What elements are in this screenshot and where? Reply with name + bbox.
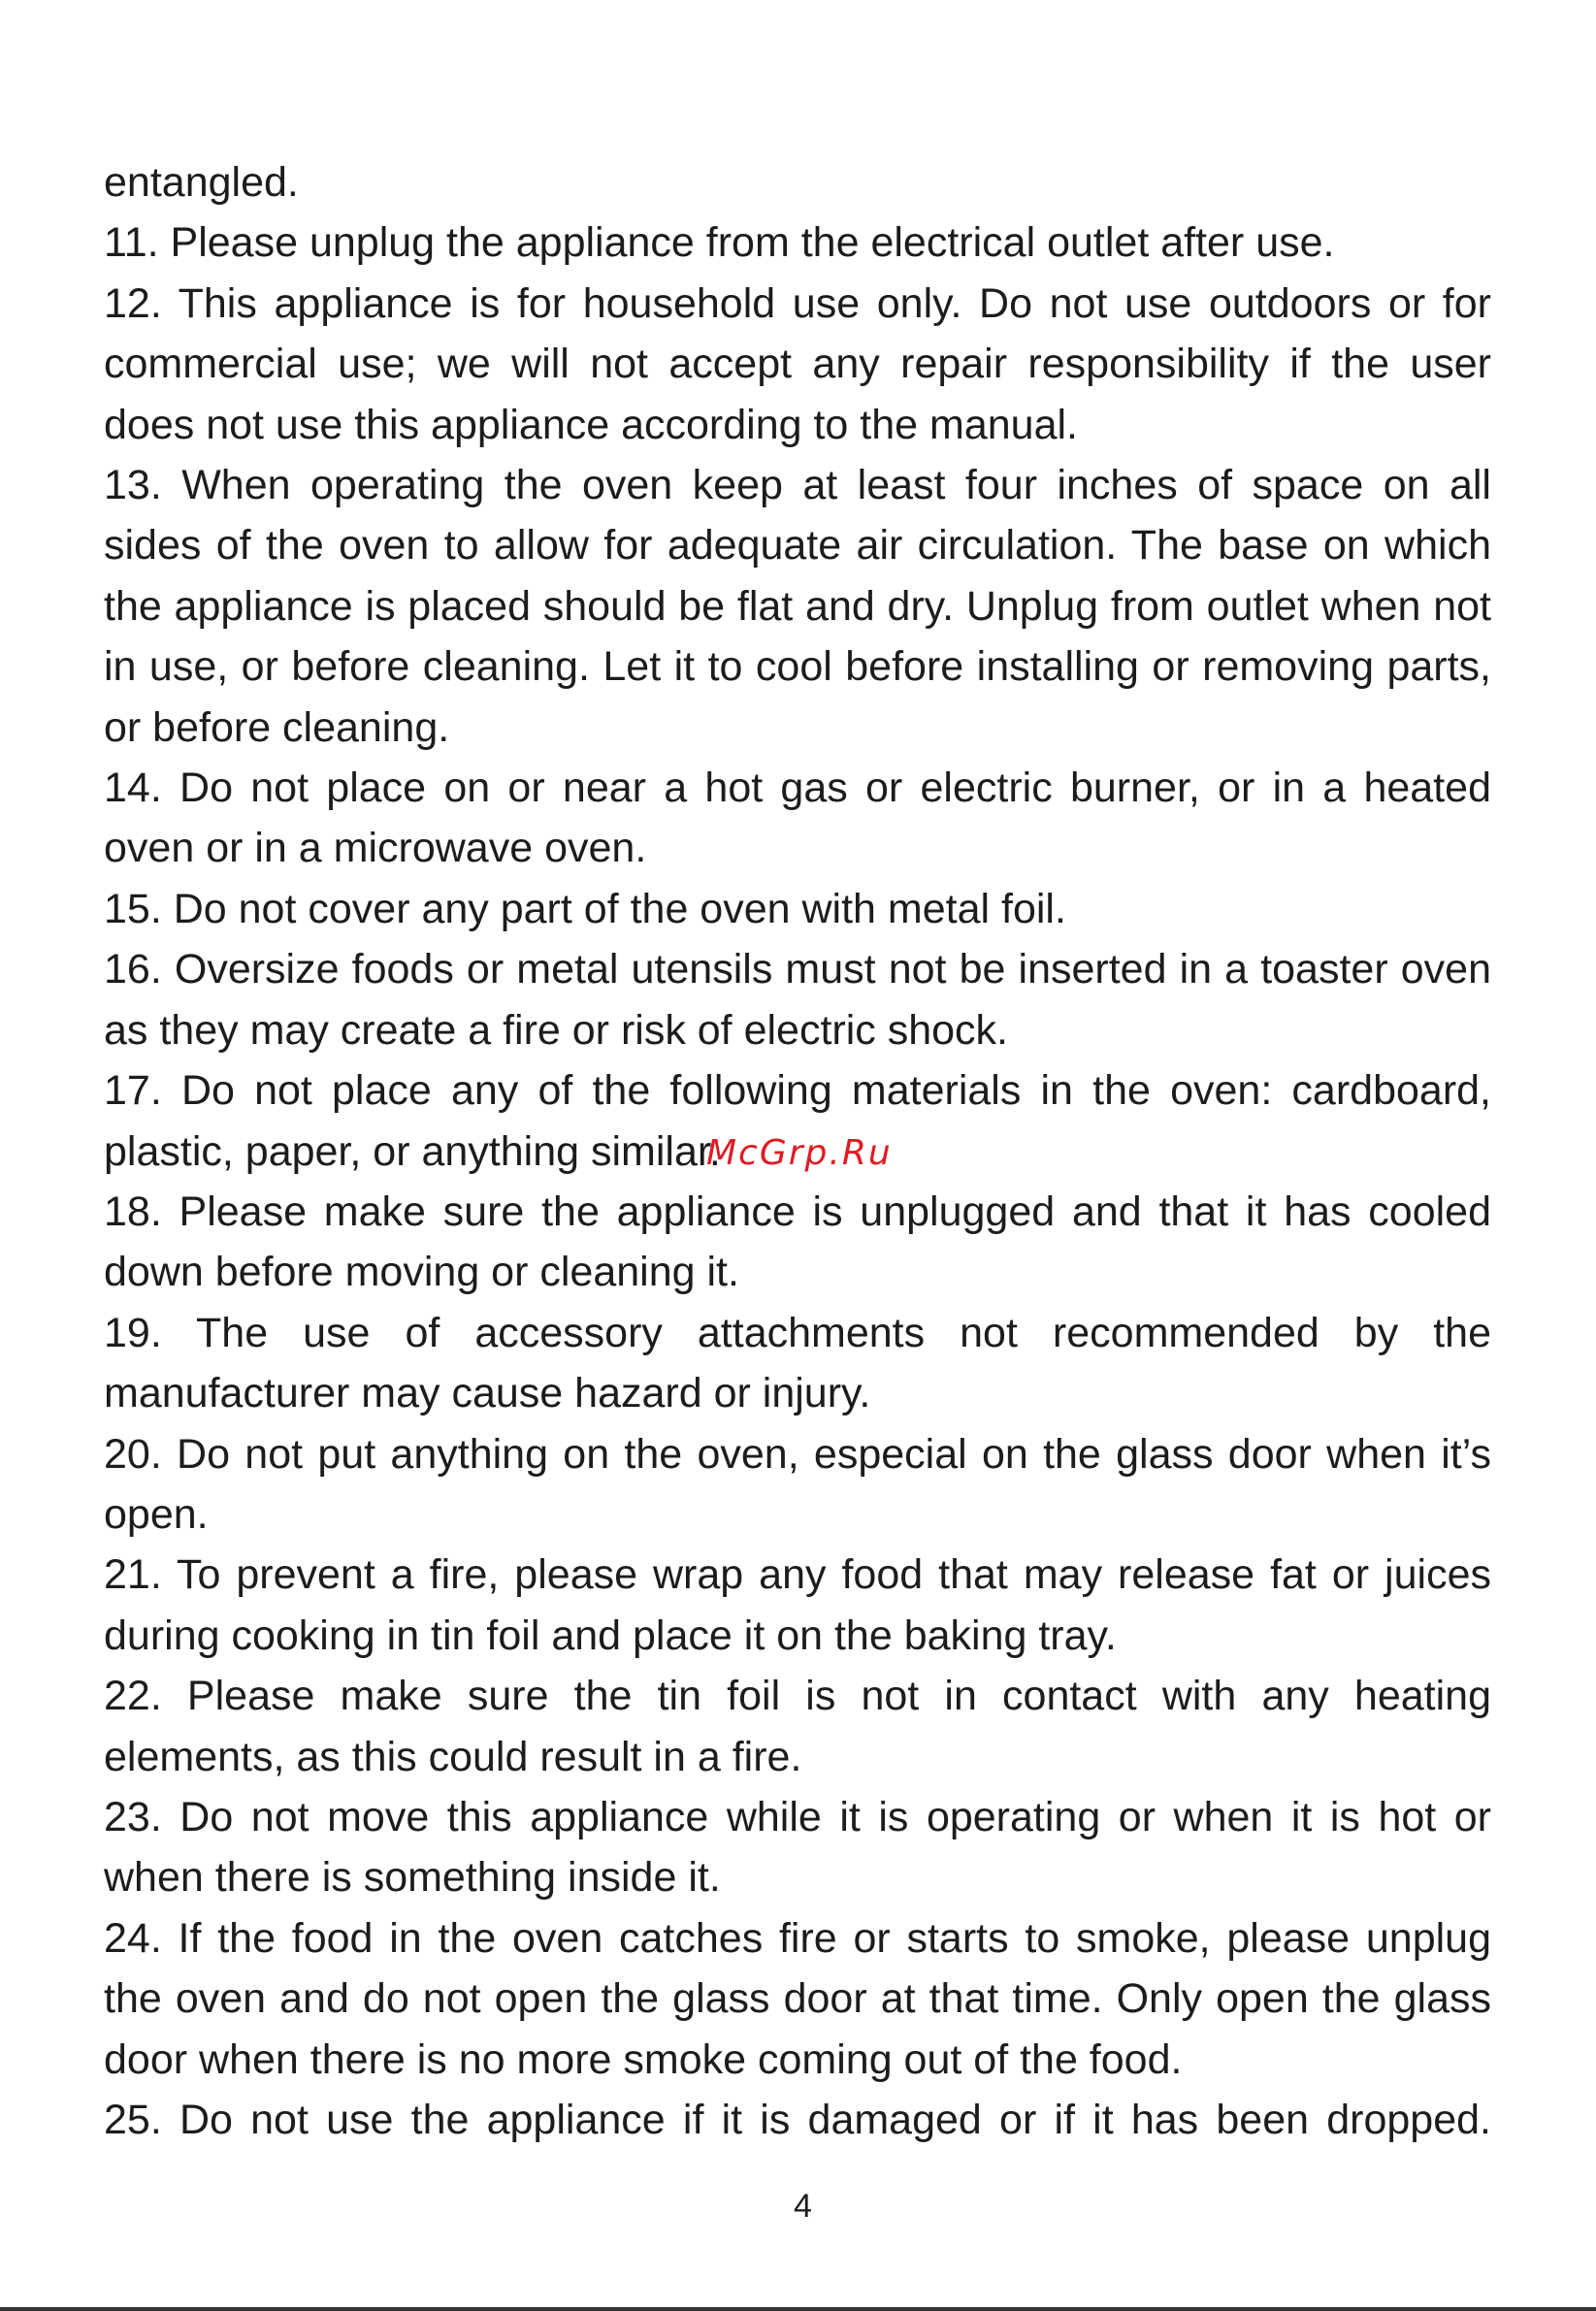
safety-item-15: 15. Do not cover any part of the oven with metal foil. [104,885,1066,932]
safety-item-21: 21. To prevent a fire, please wrap any food that may release fat or juices during cooking in tin foil and place it on the baking tray. [104,1551,1491,1659]
safety-item-11: 11. Please unplug the appliance from the electrical outlet after use. [104,219,1335,267]
paragraph-continuation: entangled. [104,159,299,206]
safety-item-22: 22. Please make sure the tin foil is not in contact with any heating elements, as this could result in a fire. [104,1673,1491,1780]
safety-item-14: 14. Do not place on or near a hot gas or electric burner, or in a heated oven or in a microwave oven. [104,765,1491,872]
safety-item-23: 23. Do not move this appliance while it is operating or when it is hot or when there is something inside it. [104,1793,1491,1902]
safety-item-25: 25. Do not use the appliance if it is damaged or if it has been dropped. [104,2097,1491,2143]
page-number: 4 [794,2188,812,2225]
safety-item-18: 18. Please make sure the appliance is unplugged and that it has cooled down before moving or cleaning it. [104,1188,1491,1296]
safety-item-12: 12. This appliance is for household use only. Do not use outdoors or for commercial use; we will not accept any repair responsibility if the user does not use this appliance according to the manual. [104,279,1491,448]
page-bottom-edge [0,2307,1596,2311]
safety-item-24: 24. If the food in the oven catches fire or starts to smoke, please unplug the oven and do not open the glass door at that time. Only open the glass door when there is no more smoke coming out of the food. [104,1914,1491,2083]
safety-item-13: 13. When operating the oven keep at least four inches of space on all sides of the oven to allow for adequate air circulation. The base on which the appliance is placed should be flat and dry. Unplug from outlet when not in use, or before cleaning. Let it to cool before installing or removing parts, or before cleaning. [104,462,1491,751]
safety-item-16: 16. Oversize foods or metal utensils must not be inserted in a toaster oven as they may create a fire or risk of electric shock. [104,946,1491,1054]
safety-item-17: 17. Do not place any of the following materials in the oven: cardboard, plastic, paper, or anything similar. [104,1067,1491,1175]
watermark: McGrp.Ru [706,1133,893,1173]
safety-item-20: 20. Do not put anything on the oven, especial on the glass door when it’s open. [104,1430,1491,1538]
safety-item-19: 19. The use of accessory attachments not recommended by the manufacturer may cause hazard or injury. [104,1309,1491,1417]
